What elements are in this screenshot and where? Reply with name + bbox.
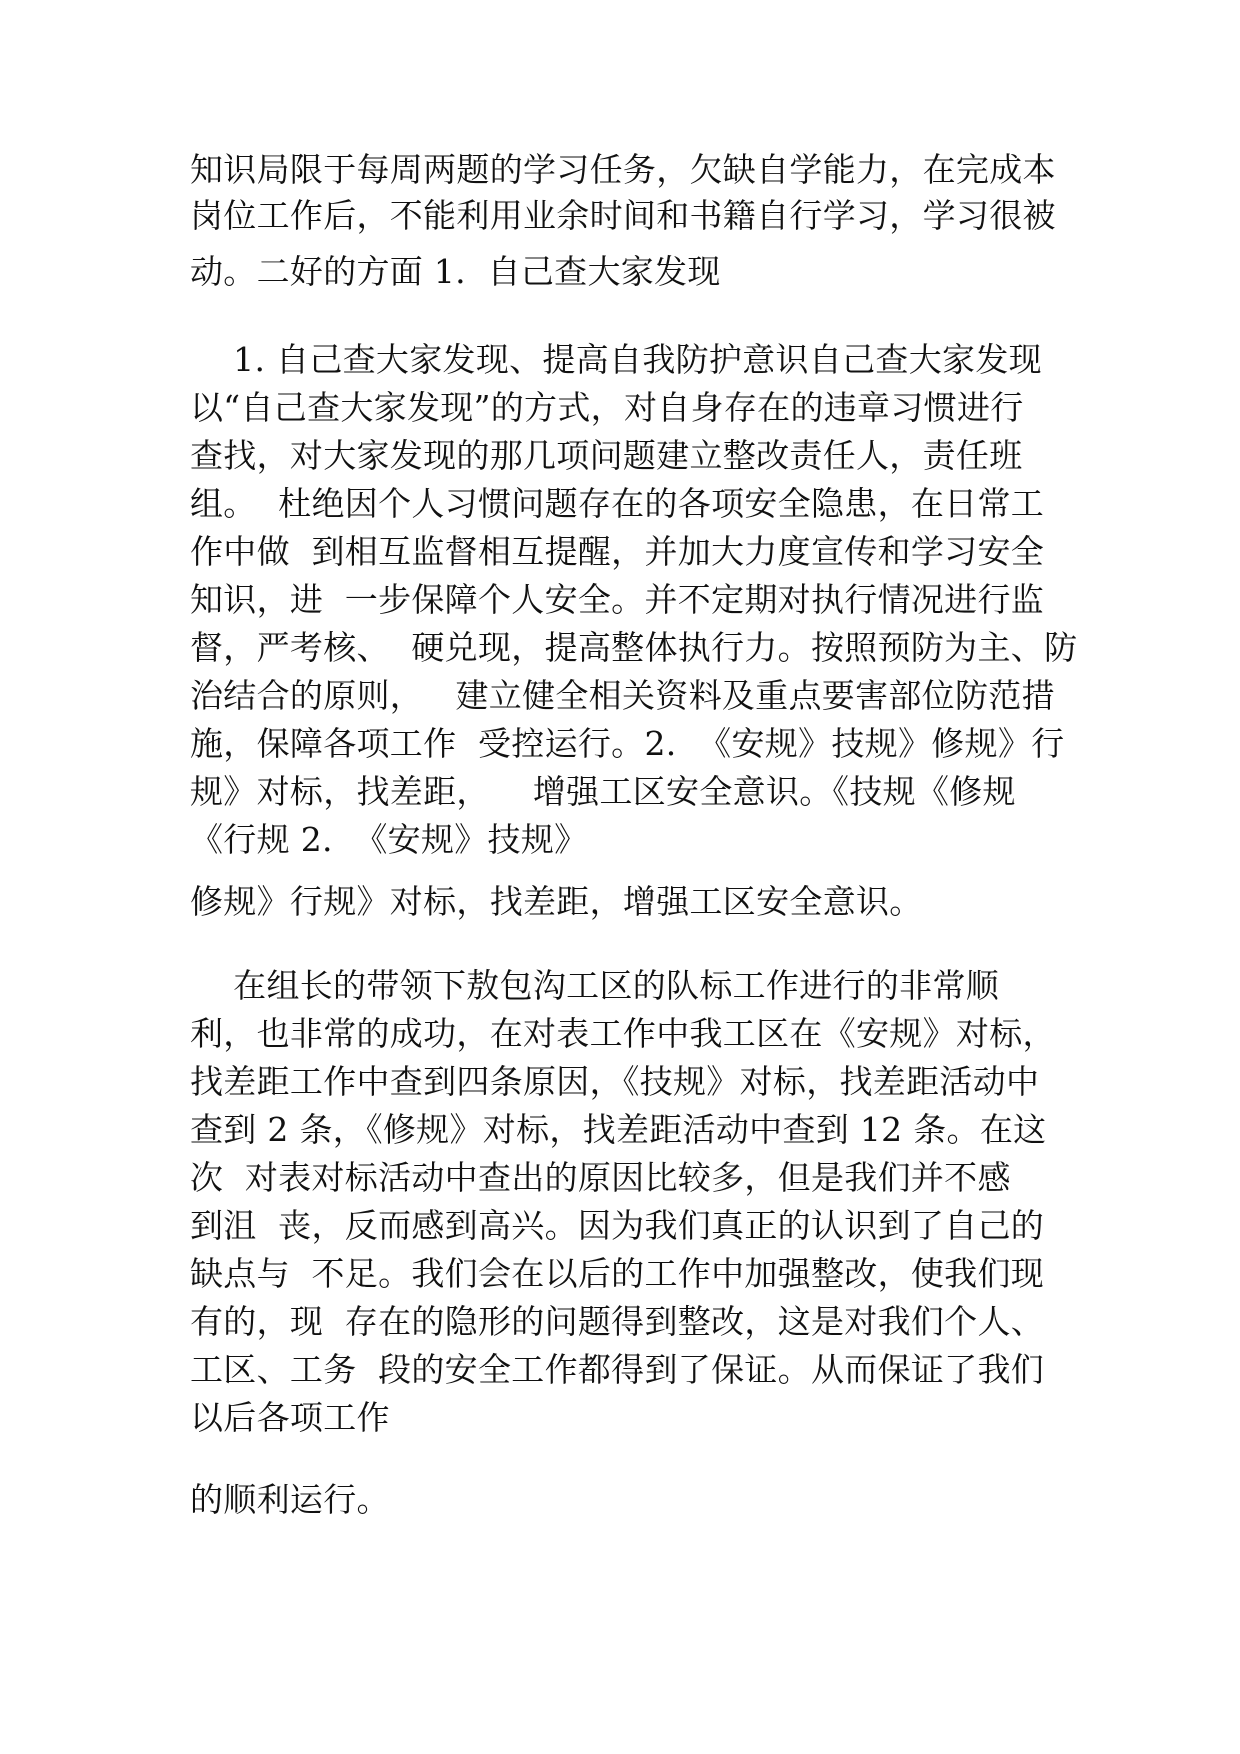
text-line: 施，保障各项工作 受控运行。2. 《安规》技规》修规》行 [190,724,1065,763]
text-line: 找差距工作中查到四条原因，《技规》对标，找差距活动中 [190,1062,1040,1101]
text-line: 修规》行规》对标，找差距，增强工区安全意识。 [190,882,923,921]
text-line: 到沮 丧，反而感到高兴。因为我们真正的认识到了自己的 [190,1206,1045,1245]
text-line: 规》对标，找差距， 增强工区安全意识。《技规《修规 [190,772,1016,811]
text-line: 在组长的带领下敖包沟工区的队标工作进行的非常顺 [190,966,1000,1005]
text-line: 岗位工作后，不能利用业余时间和书籍自行学习，学习很被 [190,196,1056,235]
text-line: 1. 自己查大家发现、提高自我防护意识自己查大家发现 [190,340,1042,379]
text-line: 有的，现 存在的隐形的问题得到整改，这是对我们个人、 [190,1302,1045,1341]
text-line: 以“自己查大家发现”的方式，对自身存在的违章习惯进行 [190,388,1024,427]
text-line: 治结合的原则， 建立健全相关资料及重点要害部位防范措 [190,676,1055,715]
text-line: 利，也非常的成功，在对表工作中我工区在《安规》对标， [190,1014,1056,1053]
text-line: 督，严考核、 硬兑现，提高整体执行力。按照预防为主、防 [190,628,1078,667]
text-line: 的顺利运行。 [190,1480,390,1519]
text-line: 知识局限于每周两题的学习任务，欠缺自学能力，在完成本 [190,150,1056,189]
text-line: 次 对表对标活动中查出的原因比较多，但是我们并不感 [190,1158,1011,1197]
text-line: 以后各项工作 [190,1398,390,1437]
text-line: 作中做 到相互监督相互提醒，并加大力度宣传和学习安全 [190,532,1045,571]
text-line: 动。二好的方面 1. 自己查大家发现 [190,252,721,291]
text-line: 《行规 2. 《安规》技规》 [190,820,588,859]
text-line: 查找，对大家发现的那几项问题建立整改责任人，责任班 [190,436,1023,475]
text-line: 缺点与 不足。我们会在以后的工作中加强整改，使我们现 [190,1254,1045,1293]
text-line: 工区、工务 段的安全工作都得到了保证。从而保证了我们 [190,1350,1045,1389]
text-line: 知识，进 一步保障个人安全。并不定期对执行情况进行监 [190,580,1045,619]
text-line: 查到 2 条，《修规》对标，找差距活动中查到 12 条。在这 [190,1110,1047,1149]
text-line: 组。 杜绝因个人习惯问题存在的各项安全隐患，在日常工 [190,484,1045,523]
